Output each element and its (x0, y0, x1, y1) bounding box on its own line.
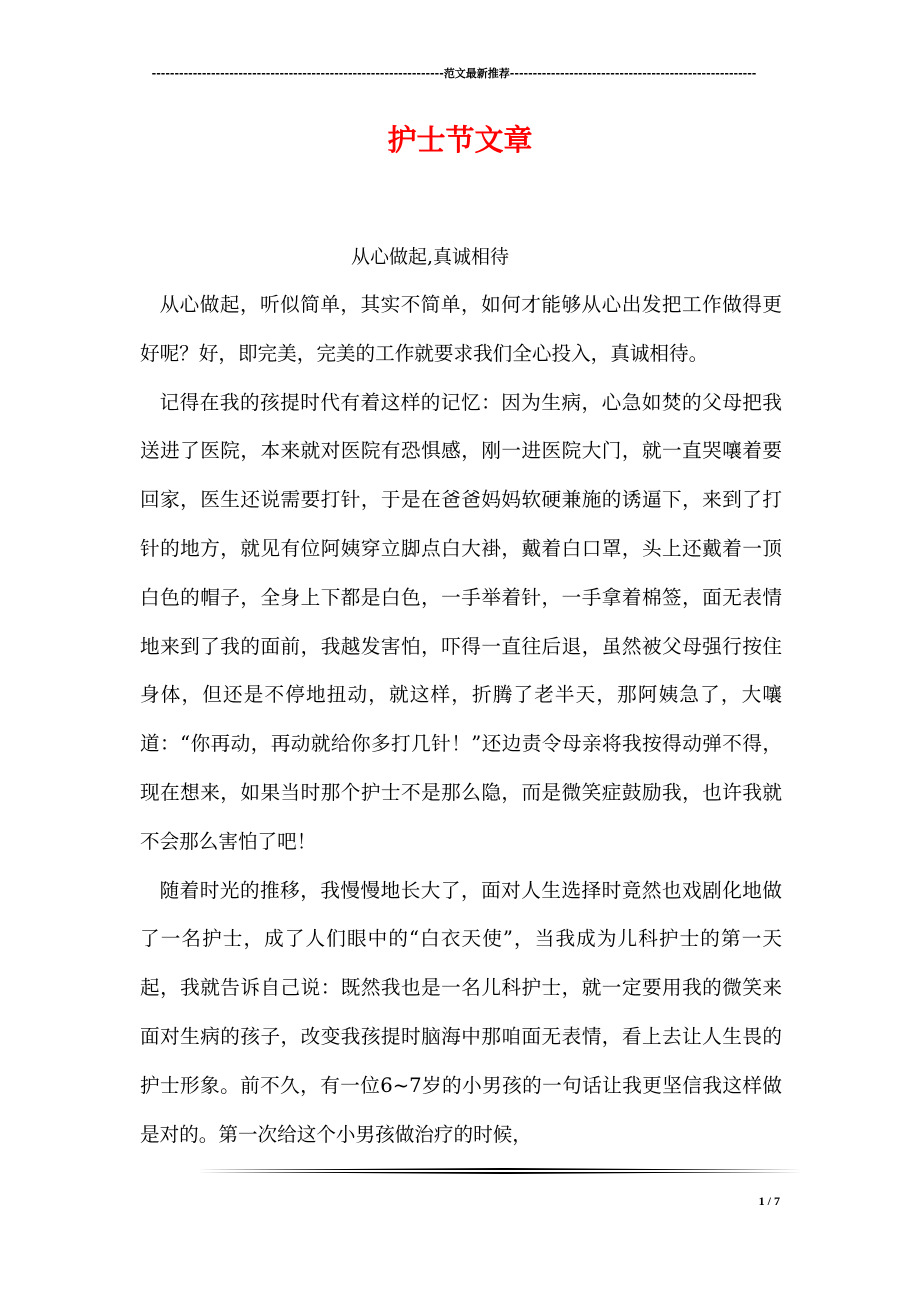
document-title: 护士节文章 (387, 123, 533, 157)
footer-divider (140, 1168, 863, 1174)
paragraph-3: 随着时光的推移，我慢慢地长大了，面对人生选择时竟然也戏剧化地做了一名护士，成了人们眼中的“白衣天使”，当我成为儿科护士的第一天起，我就告诉自己说：既然我也是一名儿科护士，就一定要用我的微笑来面对生病的孩子，改变我孩提时脑海中那咱面无表情，看上去让人生畏的护士形象。前不久，有一位6~7岁的小男孩的一句话让我更坚信我这样做是对的。第一次给这个小男孩做治疗的时候， (140, 878, 782, 1146)
document-subtitle: 从心做起,真诚相待 (350, 246, 510, 268)
header-banner: ----------------------------------------------------------------范文最新推荐------------------------------------------------------ (151, 67, 757, 80)
document-body (140, 281, 782, 1159)
page-number: 1 / 7 (758, 1194, 780, 1208)
paragraph-2: 记得在我的孩提时代有着这样的记忆：因为生病，心急如焚的父母把我送进了医院，本来就对医院有恐惧感，刚一进医院大门，就一直哭嚷着要回家，医生还说需要打针，于是在爸爸妈妈软硬兼施的诱逼下，来到了打针的地方，就见有位阿姨穿立脚点白大褂，戴着白口罩，头上还戴着一顶白色的帽子，全身上下都是白色，一手举着针，一手拿着棉签，面无表情地来到了我的面前，我越发害怕，吓得一直往后退，虽然被父母强行按住身体，但还是不停地扭动，就这样，折腾了老半天，那阿姨急了，大嚷道：“你再动，再动就给你多打几针！”还边责令母亲将我按得动弹不得，现在想来，如果当时那个护士不是那么隐，而是微笑症鼓励我，也许我就不会那么害怕了吧！ (140, 390, 782, 853)
paragraph-1: 从心做起，听似简单，其实不简单，如何才能够从心出发把工作做得更好呢？好，即完美，完美的工作就要求我们全心投入，真诚相待。 (140, 293, 782, 365)
